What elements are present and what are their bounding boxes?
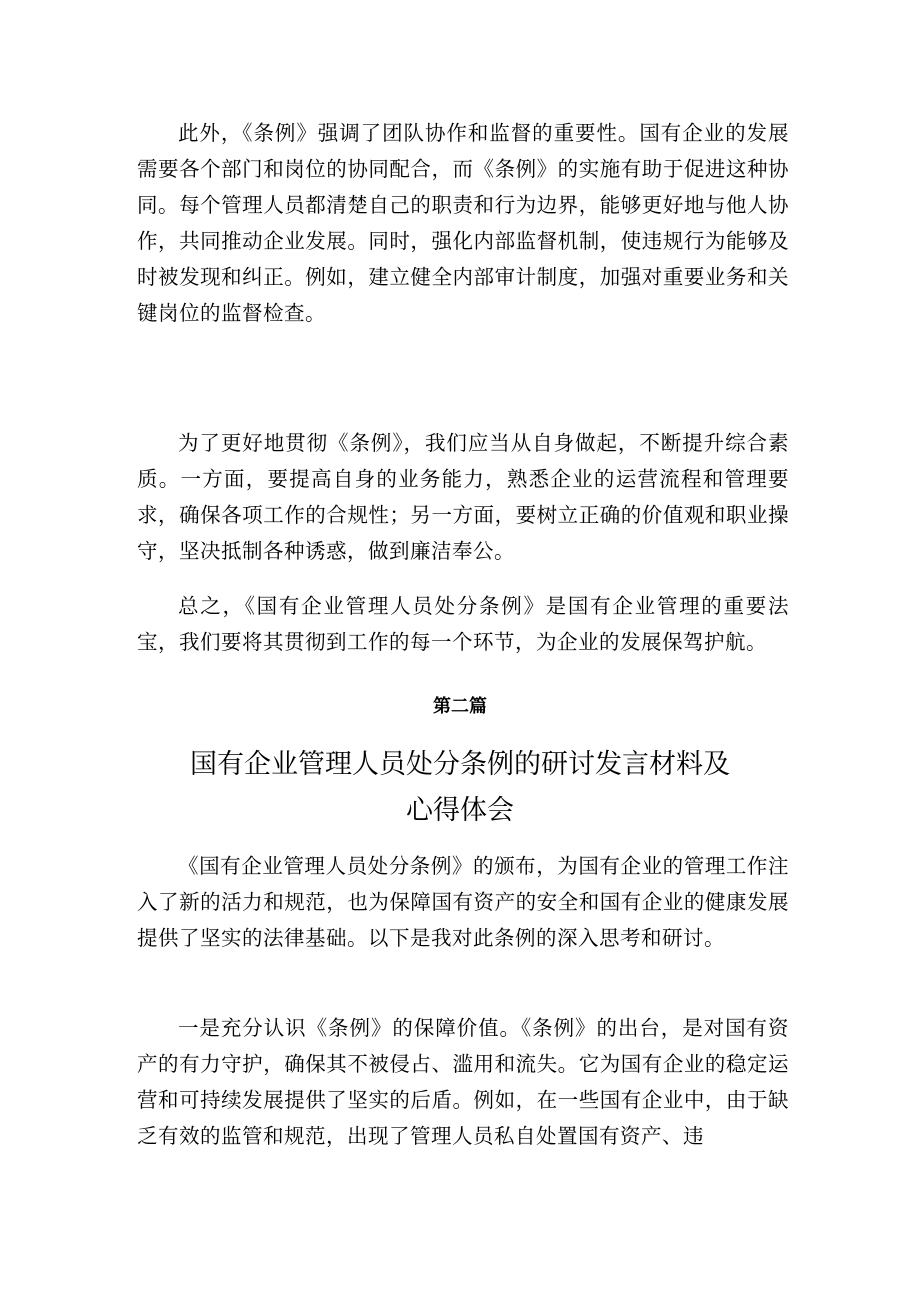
paragraph-introduction: 《国有企业管理人员处分条例》的颁布，为国有企业的管理工作注入了新的活力和规范，也为保障国有资产的安全和国有企业的健康发展提供了坚实的法律基础。以下是我对此条例的深入思考和研讨。 bbox=[137, 854, 789, 950]
document-title-line1: 国有企业管理人员处分条例的研讨发言材料及 bbox=[190, 749, 730, 780]
paragraph-point-one: 一是充分认识《条例》的保障价值。《条例》的出台，是对国有资产的有力守护，确保其不被侵占、滥用和流失。它为国有企业的稳定运营和可持续发展提供了坚实的后盾。例如，在一些国有企业中，由于缺乏有效的监管和规范，出现了管理人员私自处置国有资产、违 bbox=[137, 1016, 789, 1148]
paragraph-conclusion: 总之，《国有企业管理人员处分条例》是国有企业管理的重要法宝，我们要将其贯彻到工作的每一个环节，为企业的发展保驾护航。 bbox=[137, 594, 789, 654]
paragraph-self-improvement: 为了更好地贯彻《条例》，我们应当从自身做起，不断提升综合素质。一方面，要提高自身的业务能力，熟悉企业的运营流程和管理要求，确保各项工作的合规性；另一方面，要树立正确的价值观和职业操守，坚决抵制各种诱惑，做到廉洁奉公。 bbox=[137, 431, 789, 563]
document-title-line2: 心得体会 bbox=[406, 795, 514, 826]
document-title bbox=[160, 742, 760, 834]
paragraph-teamwork-supervision: 此外，《条例》强调了团队协作和监督的重要性。国有企业的发展需要各个部门和岗位的协同配合，而《条例》的实施有助于促进这种协同。每个管理人员都清楚自己的职责和行为边界，能够更好地与他人协作，共同推动企业发展。同时，强化内部监督机制，使违规行为能够及时被发现和纠正。例如，建立健全内部审计制度，加强对重要业务和关键岗位的监督检查。 bbox=[137, 121, 789, 325]
section-label: 第二篇 bbox=[433, 696, 487, 717]
